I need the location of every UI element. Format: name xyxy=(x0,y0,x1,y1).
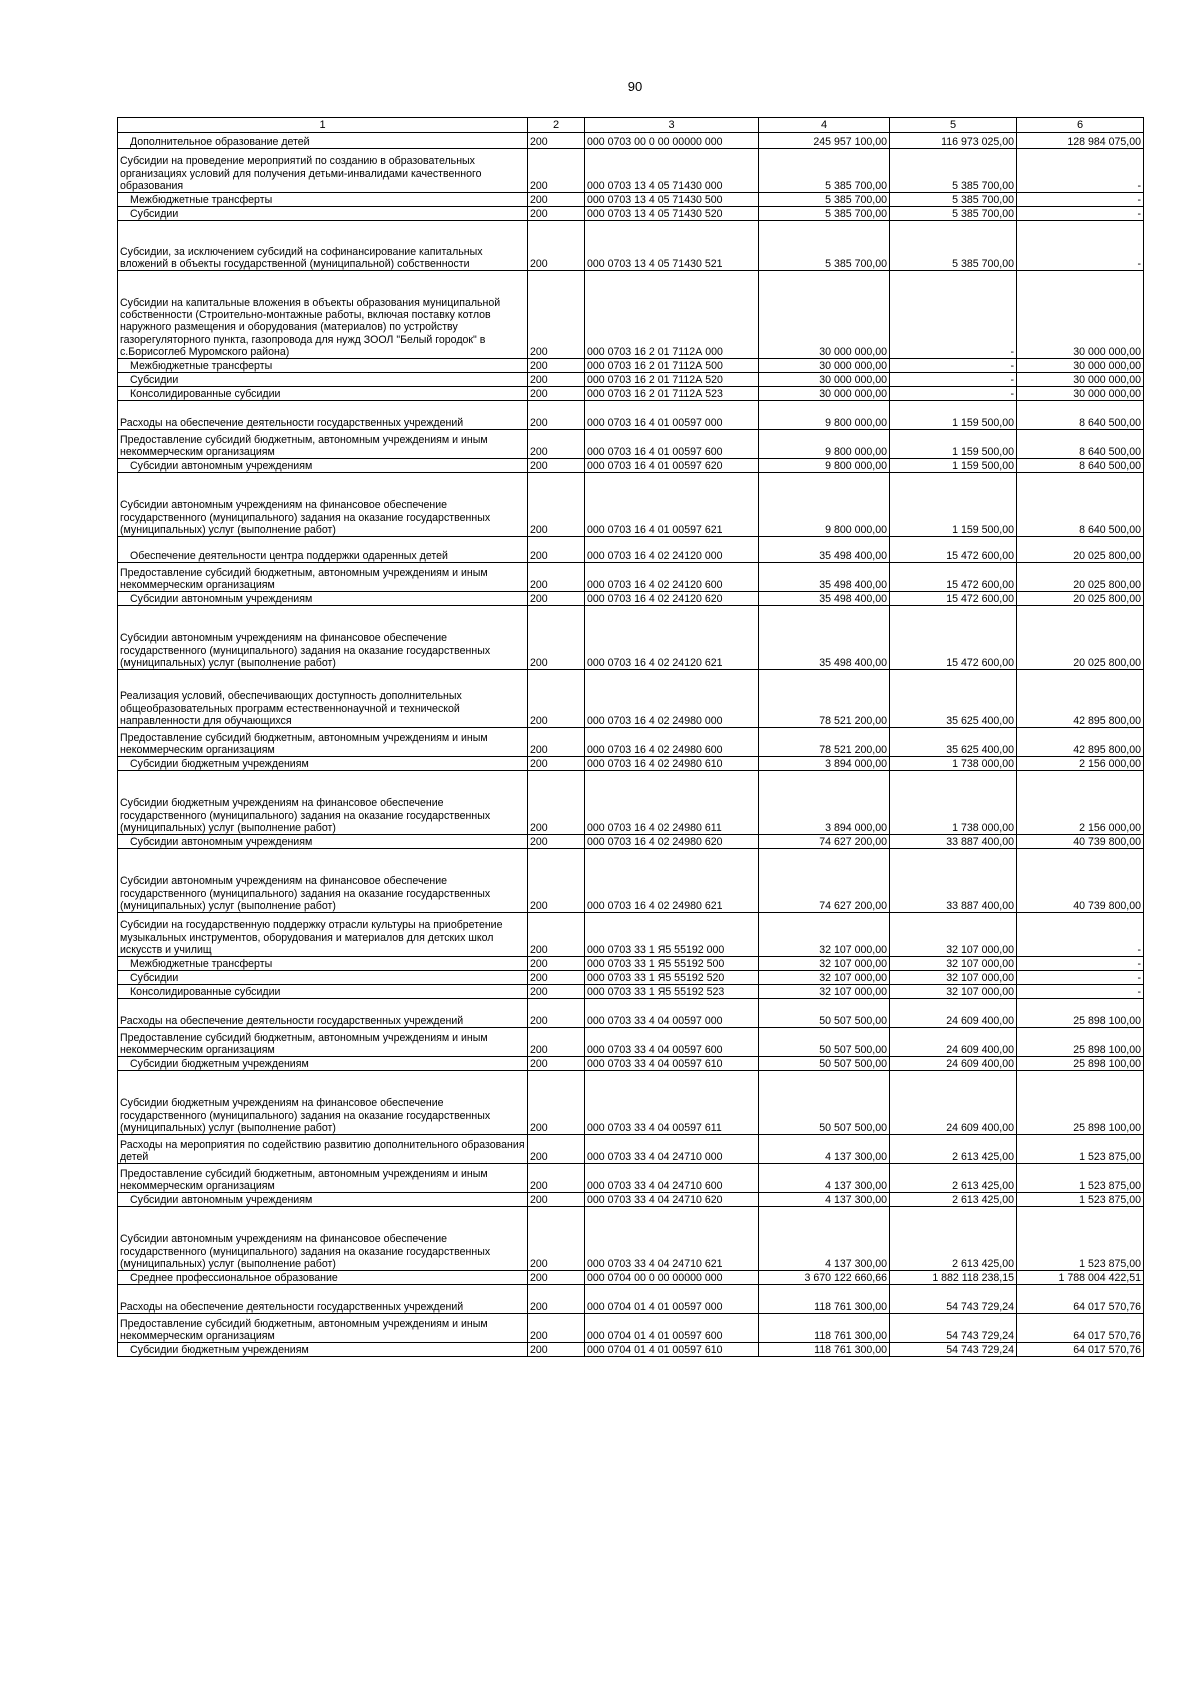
row-value-col4: 4 137 300,00 xyxy=(759,1193,890,1207)
row-code: 000 0704 01 4 01 00597 610 xyxy=(585,1343,759,1357)
row-gr: 200 xyxy=(528,835,585,849)
table-row xyxy=(118,207,1144,221)
row-gr: 200 xyxy=(528,537,585,563)
row-code: 000 0703 13 4 05 71430 520 xyxy=(585,207,759,221)
table-row xyxy=(118,592,1144,606)
row-value-col4: 30 000 000,00 xyxy=(759,271,890,359)
table-row xyxy=(118,221,1144,271)
row-code: 000 0703 16 4 02 24980 611 xyxy=(585,771,759,835)
row-value-col6: 20 025 800,00 xyxy=(1017,537,1144,563)
row-gr: 200 xyxy=(528,149,585,193)
table-row xyxy=(118,1071,1144,1135)
row-gr: 200 xyxy=(528,999,585,1028)
row-value-col4: 118 761 300,00 xyxy=(759,1343,890,1357)
row-value-col4: 50 507 500,00 xyxy=(759,999,890,1028)
table-body xyxy=(118,133,1144,1357)
table-row xyxy=(118,271,1144,359)
row-value-col6: - xyxy=(1017,193,1144,207)
table-row xyxy=(118,670,1144,728)
table-row xyxy=(118,1207,1144,1271)
row-name: Субсидии автономным учреждениям xyxy=(118,1193,528,1207)
row-value-col5: 15 472 600,00 xyxy=(890,606,1017,670)
row-name: Субсидии бюджетным учреждениям на финансовое обеспечение государственного (муниципального) задания на оказание государственных (муниципальных) услуг (выполнение работ) xyxy=(118,1071,528,1135)
table-row xyxy=(118,537,1144,563)
row-value-col5: 32 107 000,00 xyxy=(890,985,1017,999)
row-value-col4: 4 137 300,00 xyxy=(759,1164,890,1193)
row-code: 000 0703 16 4 02 24120 620 xyxy=(585,592,759,606)
table-row xyxy=(118,401,1144,430)
row-value-col4: 9 800 000,00 xyxy=(759,430,890,459)
row-name: Субсидии автономным учреждениям на финансовое обеспечение государственного (муниципального) задания на оказание государственных (муниципальных) услуг (выполнение работ) xyxy=(118,849,528,913)
row-value-col4: 30 000 000,00 xyxy=(759,387,890,401)
row-value-col6: - xyxy=(1017,985,1144,999)
row-value-col5: - xyxy=(890,359,1017,373)
row-value-col5: 5 385 700,00 xyxy=(890,207,1017,221)
row-value-col5: 1 738 000,00 xyxy=(890,757,1017,771)
row-value-col5: 5 385 700,00 xyxy=(890,221,1017,271)
row-gr: 200 xyxy=(528,913,585,957)
row-gr: 200 xyxy=(528,373,585,387)
table-row xyxy=(118,728,1144,757)
table-row xyxy=(118,1193,1144,1207)
page-number: 90 xyxy=(627,79,643,94)
table-header-row xyxy=(118,118,1144,133)
row-name: Предоставление субсидий бюджетным, автономным учреждениям и иным некоммерческим организациям xyxy=(118,728,528,757)
row-value-col6: 20 025 800,00 xyxy=(1017,606,1144,670)
row-name: Предоставление субсидий бюджетным, автономным учреждениям и иным некоммерческим организациям xyxy=(118,1164,528,1193)
row-code: 000 0704 00 0 00 00000 000 xyxy=(585,1271,759,1285)
row-name: Дополнительное образование детей xyxy=(118,133,528,149)
row-value-col6: 25 898 100,00 xyxy=(1017,1057,1144,1071)
row-value-col4: 32 107 000,00 xyxy=(759,913,890,957)
row-value-col4: 9 800 000,00 xyxy=(759,459,890,473)
row-value-col6: 25 898 100,00 xyxy=(1017,1028,1144,1057)
row-value-col5: 1 159 500,00 xyxy=(890,430,1017,459)
header-col-3: 3 xyxy=(585,118,759,133)
row-value-col4: 50 507 500,00 xyxy=(759,1057,890,1071)
row-code: 000 0703 33 4 04 00597 610 xyxy=(585,1057,759,1071)
row-value-col6: 8 640 500,00 xyxy=(1017,459,1144,473)
row-gr: 200 xyxy=(528,193,585,207)
row-gr: 200 xyxy=(528,757,585,771)
row-value-col4: 3 894 000,00 xyxy=(759,757,890,771)
row-value-col6: 8 640 500,00 xyxy=(1017,473,1144,537)
table-row xyxy=(118,1135,1144,1164)
row-value-col4: 5 385 700,00 xyxy=(759,221,890,271)
table-row xyxy=(118,1164,1144,1193)
row-value-col5: 2 613 425,00 xyxy=(890,1164,1017,1193)
row-code: 000 0704 01 4 01 00597 000 xyxy=(585,1285,759,1314)
row-value-col4: 74 627 200,00 xyxy=(759,835,890,849)
row-value-col5: 24 609 400,00 xyxy=(890,1028,1017,1057)
row-code: 000 0703 33 4 04 00597 611 xyxy=(585,1071,759,1135)
row-value-col4: 50 507 500,00 xyxy=(759,1071,890,1135)
row-name: Субсидии бюджетным учреждениям xyxy=(118,757,528,771)
row-value-col5: 24 609 400,00 xyxy=(890,999,1017,1028)
row-code: 000 0703 16 4 01 00597 621 xyxy=(585,473,759,537)
row-value-col4: 3 670 122 660,66 xyxy=(759,1271,890,1285)
row-code: 000 0703 16 4 02 24120 000 xyxy=(585,537,759,563)
row-value-col6: 30 000 000,00 xyxy=(1017,359,1144,373)
row-name: Субсидии xyxy=(118,373,528,387)
table-row xyxy=(118,359,1144,373)
row-name: Расходы на обеспечение деятельности государственных учреждений xyxy=(118,1285,528,1314)
row-code: 000 0703 16 4 02 24980 620 xyxy=(585,835,759,849)
row-value-col5: 54 743 729,24 xyxy=(890,1343,1017,1357)
row-code: 000 0703 13 4 05 71430 521 xyxy=(585,221,759,271)
table-row xyxy=(118,606,1144,670)
row-code: 000 0703 16 4 02 24980 600 xyxy=(585,728,759,757)
row-value-col6: 1 523 875,00 xyxy=(1017,1193,1144,1207)
row-gr: 200 xyxy=(528,1193,585,1207)
row-value-col6: 64 017 570,76 xyxy=(1017,1285,1144,1314)
table-row xyxy=(118,1057,1144,1071)
table-row xyxy=(118,1028,1144,1057)
table-row xyxy=(118,1314,1144,1343)
table-row xyxy=(118,999,1144,1028)
row-code: 000 0703 33 4 04 24710 620 xyxy=(585,1193,759,1207)
row-name: Среднее профессиональное образование xyxy=(118,1271,528,1285)
row-name: Межбюджетные трансферты xyxy=(118,193,528,207)
row-code: 000 0703 16 4 01 00597 000 xyxy=(585,401,759,430)
row-code: 000 0703 13 4 05 71430 000 xyxy=(585,149,759,193)
row-code: 000 0703 33 4 04 24710 621 xyxy=(585,1207,759,1271)
row-code: 000 0703 16 2 01 7112А 520 xyxy=(585,373,759,387)
row-value-col5: 116 973 025,00 xyxy=(890,133,1017,149)
row-name: Предоставление субсидий бюджетным, автономным учреждениям и иным некоммерческим организациям xyxy=(118,1314,528,1343)
row-name: Субсидии автономным учреждениям xyxy=(118,459,528,473)
row-gr: 200 xyxy=(528,971,585,985)
table-row xyxy=(118,971,1144,985)
header-col-4: 4 xyxy=(759,118,890,133)
row-gr: 200 xyxy=(528,592,585,606)
table-row xyxy=(118,133,1144,149)
table-row xyxy=(118,849,1144,913)
row-gr: 200 xyxy=(528,133,585,149)
row-value-col4: 118 761 300,00 xyxy=(759,1314,890,1343)
row-name: Межбюджетные трансферты xyxy=(118,359,528,373)
row-value-col5: 1 159 500,00 xyxy=(890,459,1017,473)
row-value-col5: 1 882 118 238,15 xyxy=(890,1271,1017,1285)
row-code: 000 0703 16 2 01 7112А 500 xyxy=(585,359,759,373)
row-gr: 200 xyxy=(528,359,585,373)
row-value-col4: 32 107 000,00 xyxy=(759,985,890,999)
row-code: 000 0703 13 4 05 71430 500 xyxy=(585,193,759,207)
row-value-col6: 1 523 875,00 xyxy=(1017,1164,1144,1193)
row-value-col4: 9 800 000,00 xyxy=(759,473,890,537)
row-code: 000 0703 33 4 04 00597 000 xyxy=(585,999,759,1028)
row-code: 000 0703 16 4 02 24980 000 xyxy=(585,670,759,728)
row-value-col5: 2 613 425,00 xyxy=(890,1207,1017,1271)
row-value-col5: 54 743 729,24 xyxy=(890,1314,1017,1343)
row-gr: 200 xyxy=(528,957,585,971)
row-value-col6: - xyxy=(1017,149,1144,193)
budget-table xyxy=(117,117,1144,1357)
row-value-col4: 4 137 300,00 xyxy=(759,1207,890,1271)
table-row xyxy=(118,149,1144,193)
row-value-col4: 35 498 400,00 xyxy=(759,592,890,606)
row-name: Расходы на обеспечение деятельности государственных учреждений xyxy=(118,999,528,1028)
row-value-col4: 9 800 000,00 xyxy=(759,401,890,430)
table-row xyxy=(118,1271,1144,1285)
row-name: Консолидированные субсидии xyxy=(118,985,528,999)
row-name: Субсидии автономным учреждениям на финансовое обеспечение государственного (муниципального) задания на оказание государственных (муниципальных) услуг (выполнение работ) xyxy=(118,1207,528,1271)
row-name: Субсидии на капитальные вложения в объекты образования муниципальной собственности (Строительно-монтажные работы, включая поставку котлов наружного размещения и оборудования (материалов) по устройству газорегуляторного пункта, газопровода для нужд ЗООЛ "Белый городок" в с.Борисоглеб Муромского района) xyxy=(118,271,528,359)
row-name: Субсидии автономным учреждениям xyxy=(118,592,528,606)
row-name: Предоставление субсидий бюджетным, автономным учреждениям и иным некоммерческим организациям xyxy=(118,1028,528,1057)
row-value-col5: 24 609 400,00 xyxy=(890,1057,1017,1071)
row-value-col4: 32 107 000,00 xyxy=(759,971,890,985)
table-row xyxy=(118,835,1144,849)
row-value-col6: 30 000 000,00 xyxy=(1017,387,1144,401)
row-name: Консолидированные субсидии xyxy=(118,387,528,401)
row-code: 000 0704 01 4 01 00597 600 xyxy=(585,1314,759,1343)
row-name: Субсидии автономным учреждениям xyxy=(118,835,528,849)
row-value-col4: 50 507 500,00 xyxy=(759,1028,890,1057)
row-value-col5: 33 887 400,00 xyxy=(890,849,1017,913)
row-value-col6: 2 156 000,00 xyxy=(1017,771,1144,835)
row-value-col6: 64 017 570,76 xyxy=(1017,1343,1144,1357)
header-col-6: 6 xyxy=(1017,118,1144,133)
row-name: Субсидии, за исключением субсидий на софинансирование капитальных вложений в объекты государственной (муниципальной) собственности xyxy=(118,221,528,271)
row-gr: 200 xyxy=(528,606,585,670)
row-value-col5: 33 887 400,00 xyxy=(890,835,1017,849)
row-code: 000 0703 16 4 01 00597 620 xyxy=(585,459,759,473)
row-gr: 200 xyxy=(528,1071,585,1135)
table-row xyxy=(118,957,1144,971)
row-name: Субсидии xyxy=(118,971,528,985)
row-code: 000 0703 33 4 04 00597 600 xyxy=(585,1028,759,1057)
table-row xyxy=(118,1285,1144,1314)
row-value-col6: 25 898 100,00 xyxy=(1017,999,1144,1028)
row-value-col5: 35 625 400,00 xyxy=(890,670,1017,728)
row-gr: 200 xyxy=(528,1285,585,1314)
row-name: Субсидии автономным учреждениям на финансовое обеспечение государственного (муниципального) задания на оказание государственных (муниципальных) услуг (выполнение работ) xyxy=(118,606,528,670)
row-value-col6: 1 523 875,00 xyxy=(1017,1135,1144,1164)
row-value-col6: - xyxy=(1017,957,1144,971)
row-value-col5: 1 159 500,00 xyxy=(890,473,1017,537)
row-value-col6: 1 523 875,00 xyxy=(1017,1207,1144,1271)
row-value-col6: 42 895 800,00 xyxy=(1017,670,1144,728)
row-gr: 200 xyxy=(528,387,585,401)
row-value-col6: - xyxy=(1017,207,1144,221)
table-row xyxy=(118,985,1144,999)
row-value-col5: 2 613 425,00 xyxy=(890,1193,1017,1207)
row-value-col6: - xyxy=(1017,913,1144,957)
row-value-col5: - xyxy=(890,387,1017,401)
row-gr: 200 xyxy=(528,670,585,728)
row-value-col5: 5 385 700,00 xyxy=(890,193,1017,207)
row-gr: 200 xyxy=(528,430,585,459)
row-name: Межбюджетные трансферты xyxy=(118,957,528,971)
row-code: 000 0703 16 4 01 00597 600 xyxy=(585,430,759,459)
row-value-col4: 5 385 700,00 xyxy=(759,149,890,193)
row-gr: 200 xyxy=(528,221,585,271)
row-value-col6: 64 017 570,76 xyxy=(1017,1314,1144,1343)
row-name: Расходы на обеспечение деятельности государственных учреждений xyxy=(118,401,528,430)
row-value-col5: 32 107 000,00 xyxy=(890,971,1017,985)
table-row xyxy=(118,771,1144,835)
table-row xyxy=(118,373,1144,387)
row-gr: 200 xyxy=(528,207,585,221)
header-col-5: 5 xyxy=(890,118,1017,133)
row-value-col4: 30 000 000,00 xyxy=(759,359,890,373)
row-value-col4: 3 894 000,00 xyxy=(759,771,890,835)
table-row xyxy=(118,563,1144,592)
row-gr: 200 xyxy=(528,1164,585,1193)
table-row xyxy=(118,473,1144,537)
table-row xyxy=(118,913,1144,957)
row-value-col6: 1 788 004 422,51 xyxy=(1017,1271,1144,1285)
row-value-col4: 30 000 000,00 xyxy=(759,373,890,387)
row-value-col4: 118 761 300,00 xyxy=(759,1285,890,1314)
row-code: 000 0703 33 1 Я5 55192 520 xyxy=(585,971,759,985)
row-value-col5: 2 613 425,00 xyxy=(890,1135,1017,1164)
row-gr: 200 xyxy=(528,473,585,537)
row-value-col6: 40 739 800,00 xyxy=(1017,835,1144,849)
row-name: Обеспечение деятельности центра поддержки одаренных детей xyxy=(118,537,528,563)
table-row xyxy=(118,459,1144,473)
row-value-col4: 5 385 700,00 xyxy=(759,193,890,207)
row-code: 000 0703 33 4 04 24710 000 xyxy=(585,1135,759,1164)
row-code: 000 0703 00 0 00 00000 000 xyxy=(585,133,759,149)
row-value-col6: - xyxy=(1017,221,1144,271)
row-name: Субсидии на проведение мероприятий по созданию в образовательных организациях условий для получения детьми-инвалидами качественного образования xyxy=(118,149,528,193)
row-value-col4: 35 498 400,00 xyxy=(759,606,890,670)
table-row xyxy=(118,1343,1144,1357)
row-value-col5: 5 385 700,00 xyxy=(890,149,1017,193)
row-code: 000 0703 33 1 Я5 55192 500 xyxy=(585,957,759,971)
header-col-1: 1 xyxy=(118,118,528,133)
row-name: Субсидии автономным учреждениям на финансовое обеспечение государственного (муниципального) задания на оказание государственных (муниципальных) услуг (выполнение работ) xyxy=(118,473,528,537)
row-value-col6: - xyxy=(1017,971,1144,985)
table-row xyxy=(118,193,1144,207)
row-value-col4: 5 385 700,00 xyxy=(759,207,890,221)
row-code: 000 0703 16 2 01 7112А 000 xyxy=(585,271,759,359)
row-value-col4: 74 627 200,00 xyxy=(759,849,890,913)
row-value-col6: 30 000 000,00 xyxy=(1017,271,1144,359)
row-value-col5: 1 738 000,00 xyxy=(890,771,1017,835)
row-value-col4: 245 957 100,00 xyxy=(759,133,890,149)
row-gr: 200 xyxy=(528,985,585,999)
row-value-col6: 25 898 100,00 xyxy=(1017,1071,1144,1135)
row-value-col5: 35 625 400,00 xyxy=(890,728,1017,757)
row-value-col4: 4 137 300,00 xyxy=(759,1135,890,1164)
row-gr: 200 xyxy=(528,401,585,430)
row-gr: 200 xyxy=(528,849,585,913)
row-gr: 200 xyxy=(528,563,585,592)
row-gr: 200 xyxy=(528,1314,585,1343)
row-gr: 200 xyxy=(528,459,585,473)
row-value-col5: - xyxy=(890,271,1017,359)
row-value-col5: - xyxy=(890,373,1017,387)
row-gr: 200 xyxy=(528,771,585,835)
row-code: 000 0703 33 1 Я5 55192 523 xyxy=(585,985,759,999)
row-value-col6: 8 640 500,00 xyxy=(1017,401,1144,430)
row-name: Субсидии бюджетным учреждениям на финансовое обеспечение государственного (муниципального) задания на оказание государственных (муниципальных) услуг (выполнение работ) xyxy=(118,771,528,835)
row-gr: 200 xyxy=(528,1057,585,1071)
row-value-col5: 54 743 729,24 xyxy=(890,1285,1017,1314)
row-value-col4: 78 521 200,00 xyxy=(759,670,890,728)
row-code: 000 0703 16 4 02 24120 621 xyxy=(585,606,759,670)
table-row xyxy=(118,430,1144,459)
row-value-col5: 15 472 600,00 xyxy=(890,563,1017,592)
row-name: Расходы на мероприятия по содействию развитию дополнительного образования детей xyxy=(118,1135,528,1164)
row-name: Реализация условий, обеспечивающих доступность дополнительных общеобразовательных программ естественнонаучной и технической направленности для обучающихся xyxy=(118,670,528,728)
row-name: Субсидии на государственную поддержку отрасли культуры на приобретение музыкальных инструментов, оборудования и материалов для детских школ искусств и училищ xyxy=(118,913,528,957)
row-value-col6: 8 640 500,00 xyxy=(1017,430,1144,459)
row-value-col4: 35 498 400,00 xyxy=(759,563,890,592)
row-name: Предоставление субсидий бюджетным, автономным учреждениям и иным некоммерческим организациям xyxy=(118,430,528,459)
row-name: Субсидии бюджетным учреждениям xyxy=(118,1057,528,1071)
row-value-col5: 32 107 000,00 xyxy=(890,957,1017,971)
row-value-col5: 24 609 400,00 xyxy=(890,1071,1017,1135)
row-name: Субсидии бюджетным учреждениям xyxy=(118,1343,528,1357)
row-name: Предоставление субсидий бюджетным, автономным учреждениям и иным некоммерческим организациям xyxy=(118,563,528,592)
row-value-col6: 40 739 800,00 xyxy=(1017,849,1144,913)
table-row xyxy=(118,387,1144,401)
row-value-col5: 1 159 500,00 xyxy=(890,401,1017,430)
row-code: 000 0703 16 4 02 24980 610 xyxy=(585,757,759,771)
row-gr: 200 xyxy=(528,1271,585,1285)
row-gr: 200 xyxy=(528,1028,585,1057)
row-value-col6: 20 025 800,00 xyxy=(1017,592,1144,606)
row-value-col6: 30 000 000,00 xyxy=(1017,373,1144,387)
row-name: Субсидии xyxy=(118,207,528,221)
header-col-2: 2 xyxy=(528,118,585,133)
row-gr: 200 xyxy=(528,1207,585,1271)
row-value-col5: 32 107 000,00 xyxy=(890,913,1017,957)
row-code: 000 0703 33 1 Я5 55192 000 xyxy=(585,913,759,957)
row-gr: 200 xyxy=(528,728,585,757)
row-gr: 200 xyxy=(528,1135,585,1164)
row-value-col6: 20 025 800,00 xyxy=(1017,563,1144,592)
row-gr: 200 xyxy=(528,271,585,359)
row-value-col6: 42 895 800,00 xyxy=(1017,728,1144,757)
row-code: 000 0703 33 4 04 24710 600 xyxy=(585,1164,759,1193)
table-row xyxy=(118,757,1144,771)
row-value-col6: 128 984 075,00 xyxy=(1017,133,1144,149)
row-value-col5: 15 472 600,00 xyxy=(890,537,1017,563)
row-code: 000 0703 16 4 02 24980 621 xyxy=(585,849,759,913)
row-gr: 200 xyxy=(528,1343,585,1357)
row-code: 000 0703 16 2 01 7112А 523 xyxy=(585,387,759,401)
row-value-col5: 15 472 600,00 xyxy=(890,592,1017,606)
row-code: 000 0703 16 4 02 24120 600 xyxy=(585,563,759,592)
row-value-col4: 32 107 000,00 xyxy=(759,957,890,971)
row-value-col4: 35 498 400,00 xyxy=(759,537,890,563)
row-value-col4: 78 521 200,00 xyxy=(759,728,890,757)
row-value-col6: 2 156 000,00 xyxy=(1017,757,1144,771)
